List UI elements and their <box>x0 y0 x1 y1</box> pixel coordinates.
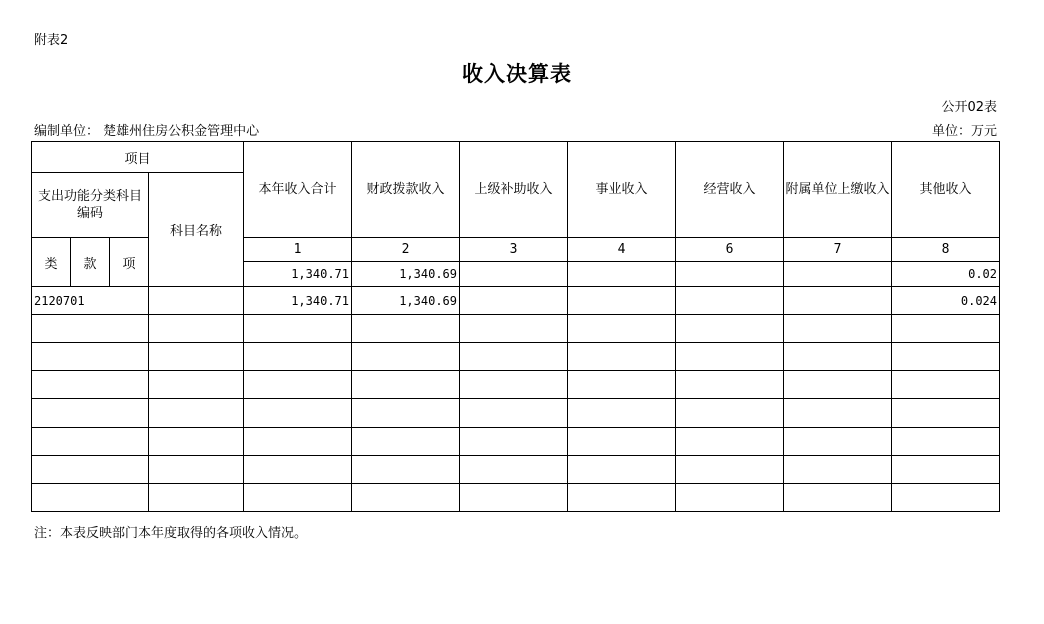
kuan-header: 款 <box>71 238 110 287</box>
unit-label: 单位：万元 <box>931 124 997 139</box>
col-header-other-income: 其他收入 <box>892 142 1000 238</box>
page-title: 收入决算表 <box>462 62 572 86</box>
table-code: 公开02表 <box>941 100 997 115</box>
empty-row <box>32 343 1000 371</box>
col-header-total-income: 本年收入合计 <box>244 142 352 238</box>
col-header-subsidy-income: 上级补助收入 <box>460 142 568 238</box>
value-cell <box>784 287 892 315</box>
empty-row <box>32 484 1000 512</box>
column-number: 7 <box>784 238 892 262</box>
organization-label: 编制单位： 楚雄州住房公积金管理中心 <box>34 124 260 139</box>
column-number: 6 <box>676 238 784 262</box>
total-cell: 1,340.69 <box>352 262 460 287</box>
column-number: 2 <box>352 238 460 262</box>
subject-name-header: 科目名称 <box>149 173 244 287</box>
empty-row <box>32 456 1000 484</box>
empty-row <box>32 315 1000 343</box>
value-cell <box>460 287 568 315</box>
value-cell <box>568 287 676 315</box>
income-table <box>31 141 1000 512</box>
total-cell <box>784 262 892 287</box>
item-header: 项目 <box>32 142 244 173</box>
col-header-fiscal-income: 财政拨款收入 <box>352 142 460 238</box>
total-cell <box>568 262 676 287</box>
total-cell <box>460 262 568 287</box>
total-cell: 1,340.71 <box>244 262 352 287</box>
empty-row <box>32 399 1000 428</box>
column-number: 4 <box>568 238 676 262</box>
column-number: 1 <box>244 238 352 262</box>
xiang-header: 项 <box>110 238 149 287</box>
col-header-business-income: 事业收入 <box>568 142 676 238</box>
empty-row <box>32 428 1000 456</box>
subject-name-cell <box>149 287 244 315</box>
footnote: 注：本表反映部门本年度取得的各项收入情况。 <box>34 526 308 541</box>
col-header-operating-income: 经营收入 <box>676 142 784 238</box>
total-cell <box>676 262 784 287</box>
total-cell: 0.02 <box>892 262 1000 287</box>
col-header-affiliated-income: 附属单位上缴收入 <box>784 142 892 238</box>
value-cell: 1,340.69 <box>352 287 460 315</box>
empty-row <box>32 371 1000 399</box>
table-row <box>32 287 1000 315</box>
header-row-1 <box>32 142 1000 173</box>
lei-header: 类 <box>32 238 71 287</box>
func-code-header: 支出功能分类科目编码 <box>32 173 149 238</box>
column-number: 8 <box>892 238 1000 262</box>
value-cell: 1,340.71 <box>244 287 352 315</box>
attachment-label: 附表2 <box>34 33 69 48</box>
column-number: 3 <box>460 238 568 262</box>
func-code-cell: 2120701 <box>32 287 149 315</box>
value-cell <box>676 287 784 315</box>
value-cell: 0.024 <box>892 287 1000 315</box>
